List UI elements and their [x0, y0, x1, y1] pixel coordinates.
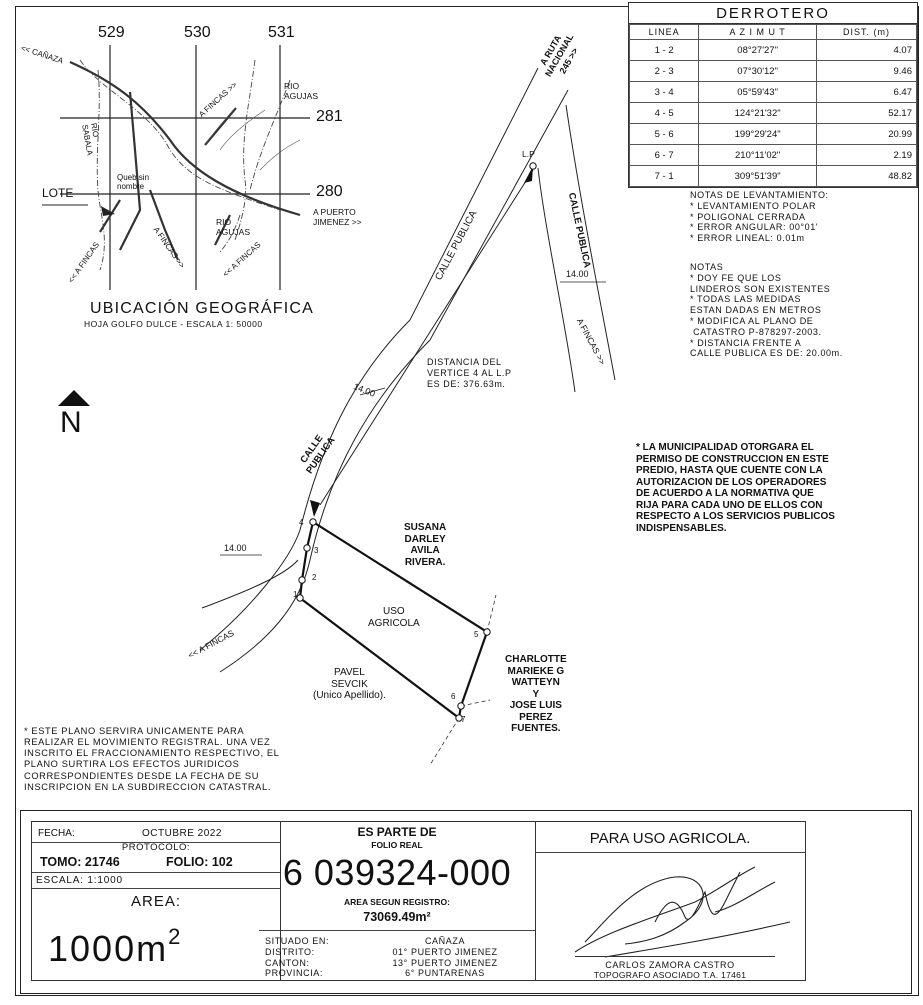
label-lote: LOTE [42, 186, 74, 200]
grid-label-531: 531 [268, 24, 295, 41]
es-parte-de: ES PARTE DE [357, 825, 437, 839]
dist-cell: 4.07 [817, 40, 917, 61]
azimut-cell: 08°27'27" [699, 40, 817, 61]
label-calle-publica-right: CALLE PUBLICA [565, 191, 593, 269]
uso-title: PARA USO AGRICOLA. [589, 830, 751, 847]
derrotero-table [628, 2, 918, 188]
protocolo-label: PROTOCOLO: [121, 842, 191, 853]
table-row [630, 82, 917, 103]
linea-cell: 1 - 2 [630, 40, 699, 61]
calle-left-north-edge [202, 560, 298, 608]
tomo: TOMO: 21746 [40, 855, 120, 869]
vertex-label-3: 3 [314, 546, 319, 555]
calle-publica-east-edge [220, 90, 568, 672]
width-dimensions [220, 282, 606, 555]
fecha-label: FECHA: [38, 828, 75, 839]
label-a-fincas-mid: A FINCAS >> [151, 225, 187, 270]
dist-cell: 48.82 [817, 166, 917, 187]
signature-image [565, 862, 795, 962]
north-label: N [60, 406, 82, 439]
table-row [630, 166, 917, 187]
owner-south: PAVEL SEVCIK (Unico Apellido). [313, 667, 386, 701]
escala: ESCALA: 1:1000 [36, 875, 123, 886]
label-a-fincas-right: << A FINCAS [221, 240, 263, 279]
label-canaza: << CAÑAZA [19, 43, 65, 66]
dist-cell: 20.99 [817, 124, 917, 145]
label-a-fincas-left-plan: << A FINCAS [186, 627, 236, 661]
note-plano: * ESTE PLANO SERVIRA UNICAMENTE PARA REALIZAR EL MOVIMIENTO REGISTRAL. UNA VEZ INSCRITO EL FRACCIONAMIENTO RESPECTIVO, EL PLANO SURTIRA LOS EFECTOS JURIDICOS CORRESPONDIENTES DESDE LA FECHA DE SU INSCRIPCION EN LA SUBDIRECCION CATASTRAL. [24, 726, 280, 792]
vertex-label-7: 7 [461, 715, 466, 724]
grid-label-281: 281 [316, 108, 343, 125]
topografo-name: CARLOS ZAMORA CASTRO [605, 960, 735, 970]
location-map-title: UBICACIÓN GEOGRÁFICA [90, 300, 315, 317]
derrotero-header-linea: LINEA [630, 25, 699, 40]
dist-cell: 52.17 [817, 103, 917, 124]
area-value: $1000m^2$ [48, 924, 183, 969]
label-ruta-nacional: A RUTA NACIONAL 245 >> [538, 32, 580, 79]
situado-labels: SITUADO EN: DISTRITO: CANTON: PROVINCIA: [265, 936, 330, 979]
vertex-label-5: 5 [474, 630, 479, 639]
grid-label-529: 529 [98, 24, 125, 41]
linea-cell: 5 - 6 [630, 124, 699, 145]
location-map-contours [205, 108, 300, 170]
area-registro-value: 73069.49m² [363, 910, 431, 924]
linea-cell: 7 - 1 [630, 166, 699, 187]
owner-north: SUSANA DARLEY AVILA RIVERA. [404, 522, 447, 568]
linea-cell: 4 - 5 [630, 103, 699, 124]
area-label: AREA: [130, 893, 181, 910]
grid-label-530: 530 [184, 24, 211, 41]
linea-cell: 3 - 4 [630, 82, 699, 103]
folio-cell [259, 821, 536, 981]
label-a-puerto-jimenez: A PUERTO JIMENEZ >> [313, 207, 362, 227]
label-distancia-lp: DISTANCIA DEL VERTICE 4 AL L.P ES DE: 376.63m. [427, 357, 512, 389]
dist-cell: 6.47 [817, 82, 917, 103]
note-municipalidad: * LA MUNICIPALIDAD OTORGARA EL PERMISO DE CONSTRUCCION EN ESTE PREDIO, HASTA QUE CUENTE CON LA AUTORIZACION DE LOS OPERADORES DE ACUERDO A LA NORMATIVA QUE RIJA PARA CADA UNO DE ELLOS CON RESPECTO A LOS SERVICIOS PUBLICOS INDISPENSABLES. [636, 442, 835, 534]
width-label-mid: 14.00 [352, 381, 377, 399]
derrotero-header-dist: DIST. (m) [817, 25, 917, 40]
width-label-right: 14.00 [566, 269, 589, 279]
info-cell [31, 821, 281, 981]
location-map-roads [70, 62, 300, 260]
grid-label-280: 280 [316, 183, 343, 200]
label-a-fincas-top: A FINCAS >> [197, 80, 239, 119]
location-map-rivers [80, 60, 290, 270]
vertex-label-2: 2 [312, 573, 317, 582]
label-a-fincas-right-plan: A FINCAS >> [574, 316, 608, 367]
label-calle-publica-diagonal: CALLE PUBLICA [433, 208, 480, 283]
azimut-cell: 210°11'02" [699, 145, 817, 166]
azimut-cell: 199°29'24" [699, 124, 817, 145]
azimut-cell: 07°30'12" [699, 61, 817, 82]
table-row [630, 145, 917, 166]
table-row [630, 124, 917, 145]
vertex-label-6: 6 [451, 692, 456, 701]
topografo-title: TOPOGRAFO ASOCIADO T.A. 17461 [593, 970, 747, 980]
neighbour-lines [430, 595, 496, 765]
owner-east: CHARLOTTE MARIEKE G WATTEYN Y JOSE LUIS PEREZ FUENTES. [505, 654, 567, 734]
linea-cell: 2 - 3 [630, 61, 699, 82]
notes-general: NOTAS * DOY FE QUE LOS LINDEROS SON EXISTENTES * TODAS LAS MEDIDAS ESTAN DADAS EN METROS * MODIFICA AL PLANO DE CATASTRO P-878297-2003. * DISTANCIA FRENTE A CALLE PUBLICA ES DE: 20.00m. [690, 262, 843, 359]
azimut-cell: 309°51'39" [699, 166, 817, 187]
folio-number: 6 039324-000 [282, 852, 512, 893]
vertex4-arrow-icon [310, 500, 320, 517]
fecha-value: OCTUBRE 2022 [142, 828, 222, 839]
area-registro-label: AREA SEGUN REGISTRO: [344, 897, 450, 907]
label-a-fincas-left: << A FINCAS [66, 240, 102, 285]
vertex-label-4: 4 [299, 518, 304, 527]
table-row [630, 61, 917, 82]
folio-real-label: FOLIO REAL [371, 840, 423, 850]
label-calle-publica-lower: CALLE PUBLICA [298, 433, 338, 476]
table-row [630, 40, 917, 61]
label-uso-agricola: USO AGRICOLA [368, 606, 420, 629]
road-fincas-top [205, 108, 236, 145]
label-rio-agujas-top: RIO AGUJAS [284, 81, 319, 101]
location-map-subtitle: HOJA GOLFO DULCE - ESCALA 1: 50000 [84, 319, 263, 329]
dist-cell: 2.19 [817, 145, 917, 166]
azimut-cell: 05°59'43" [699, 82, 817, 103]
north-arrow-icon [58, 390, 90, 406]
dist-cell: 9.46 [817, 61, 917, 82]
label-lp: L.P [522, 149, 535, 159]
azimut-cell: 124°21'32" [699, 103, 817, 124]
label-rio-sabala: RIO SABALA [80, 122, 101, 157]
label-rio-agujas-bottom: RIO AGUJAS [216, 217, 251, 237]
derrotero-title: DERROTERO [629, 3, 917, 24]
uso-cell [535, 821, 806, 981]
road-fincas-left [120, 92, 140, 250]
label-queb-sin-nombre: Queb.sin nombre [117, 173, 150, 192]
situado-values: CAÑAZA 01° PUERTO JIMENEZ 13° PUERTO JIMENEZ 6° PUNTARENAS [392, 936, 498, 979]
notes-levantamiento: NOTAS DE LEVANTAMIENTO: * LEVANTAMIENTO POLAR * POLIGONAL CERRADA * ERROR ANGULAR: 00°01' * ERROR LINEAL: 0.01m [690, 190, 829, 244]
folio: FOLIO: 102 [166, 855, 233, 869]
derrotero-grid [629, 24, 917, 187]
linea-cell: 6 - 7 [630, 145, 699, 166]
table-row [630, 103, 917, 124]
derrotero-header-azimut: A Z I M U T [699, 25, 817, 40]
title-block [20, 810, 912, 994]
vertex-label-1: 1 [293, 590, 298, 599]
width-label-left: 14.00 [224, 543, 247, 553]
